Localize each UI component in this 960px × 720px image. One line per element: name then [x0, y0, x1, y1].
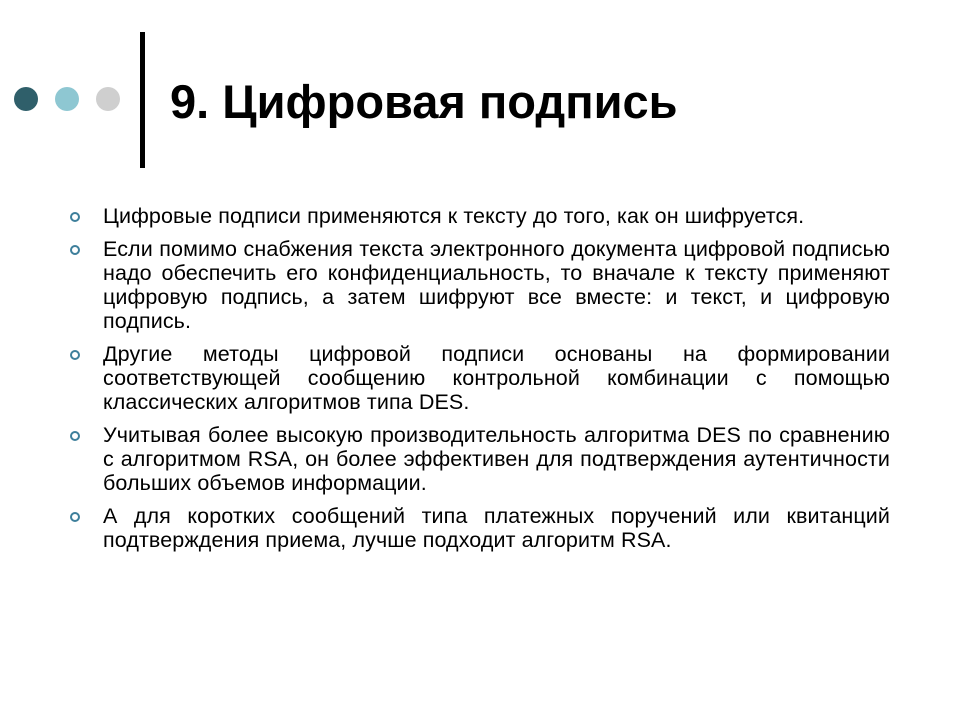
list-item	[70, 237, 890, 333]
bullet-list	[70, 204, 890, 561]
bullet-ring-icon	[70, 245, 80, 255]
bullet-text: Учитывая более высокую производительность алгоритма DES по сравнению с алгоритмом RSA, он более эффективен для подтверждения аутентичности больших объемов информации.	[103, 423, 890, 495]
list-item	[70, 504, 890, 552]
dot-light-blue-icon	[55, 87, 79, 111]
bullet-ring-icon	[70, 431, 80, 441]
dot-gray-icon	[96, 87, 120, 111]
list-item	[70, 423, 890, 495]
bullet-ring-icon	[70, 350, 80, 360]
bullet-ring-icon	[70, 212, 80, 222]
bullet-text: Цифровые подписи применяются к тексту до того, как он шифруется.	[103, 204, 805, 228]
bullet-ring-icon	[70, 512, 80, 522]
bullet-text: Если помимо снабжения текста электронного документа цифровой подписью надо обеспечить его конфиденциальность, то вначале к тексту применяют цифровую подпись, а затем шифруют все вместе: и текст, и цифровую подпись.	[103, 237, 890, 333]
slide-title: 9. Цифровая подпись	[170, 75, 678, 128]
bullet-text: А для коротких сообщений типа платежных поручений или квитанций подтверждения приема, лучше подходит алгоритм RSA.	[103, 504, 890, 552]
decorative-dots	[14, 87, 120, 111]
dot-dark-icon	[14, 87, 38, 111]
list-item	[70, 342, 890, 414]
list-item	[70, 204, 890, 228]
title-divider	[140, 32, 145, 168]
bullet-text: Другие методы цифровой подписи основаны на формировании соответствующей сообщению контрольной комбинации с помощью классических алгоритмов типа DES.	[103, 342, 890, 414]
